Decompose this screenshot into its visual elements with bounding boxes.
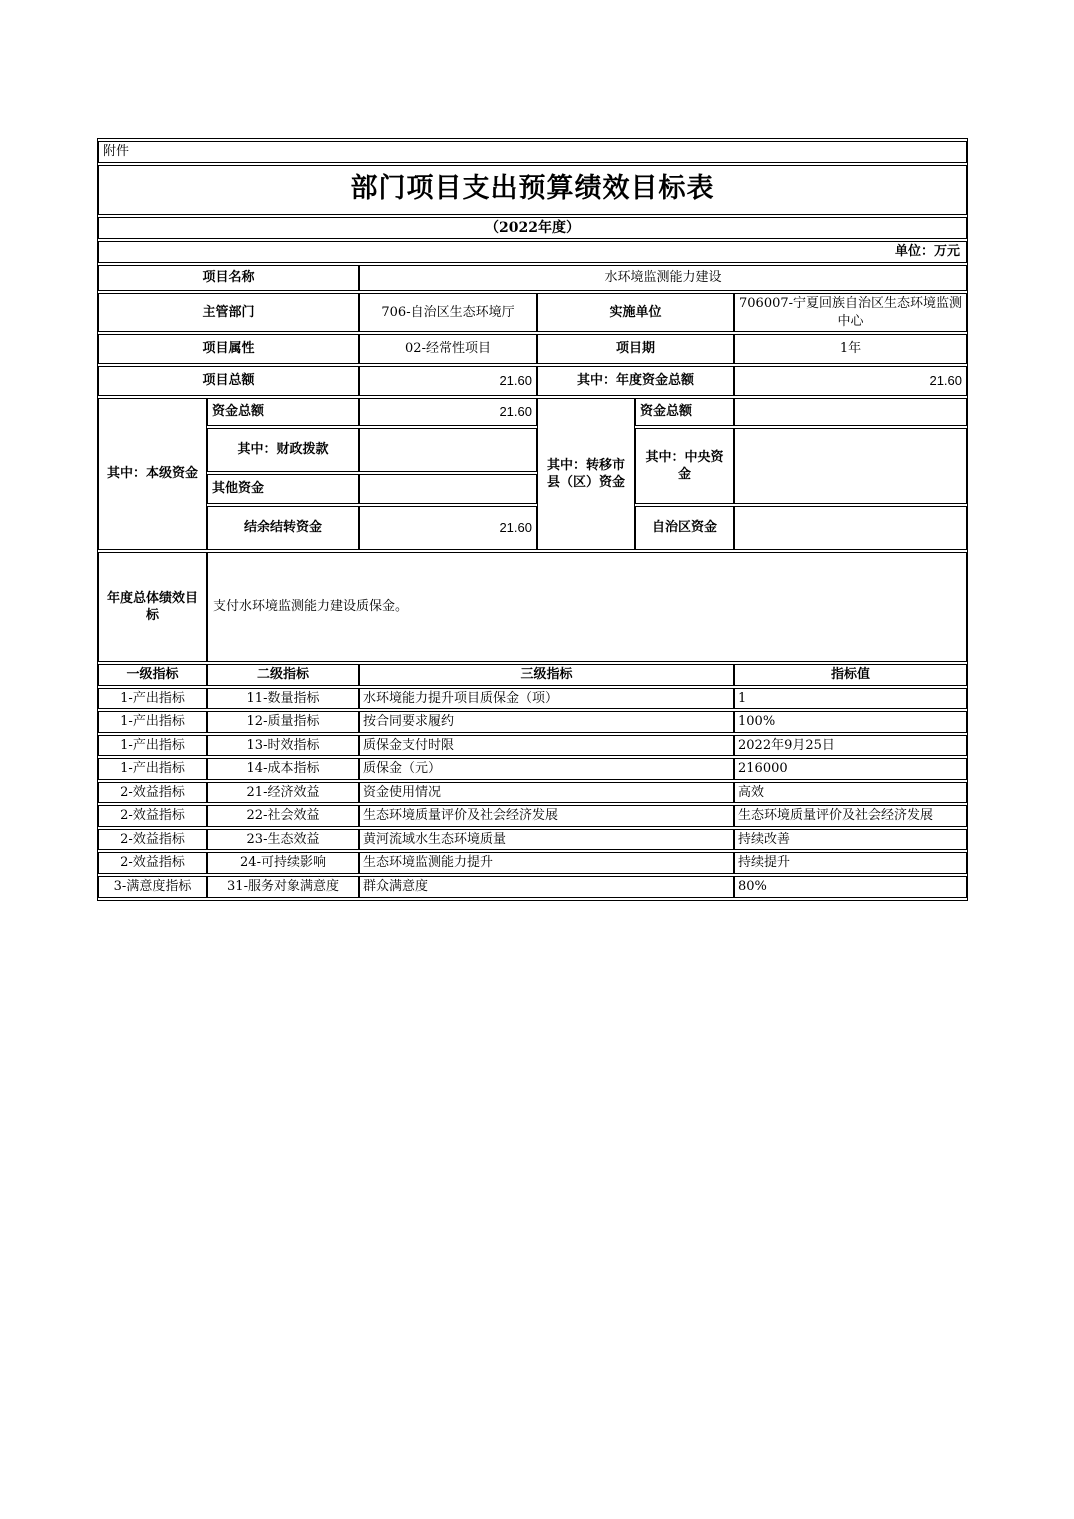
value-cell: 持续改善 bbox=[734, 829, 967, 851]
annual-total-value: 21.60 bbox=[734, 366, 967, 396]
local-funds-group-label: 其中：本级资金 bbox=[98, 398, 207, 550]
header-level3: 三级指标 bbox=[359, 664, 734, 686]
level3-cell: 资金使用情况 bbox=[359, 782, 734, 804]
carryover-funds-value: 21.60 bbox=[359, 506, 537, 550]
central-funds-value bbox=[734, 428, 967, 504]
annual-goal-label: 年度总体绩效目标 bbox=[98, 552, 207, 662]
value-cell: 生态环境质量评价及社会经济发展 bbox=[734, 805, 967, 827]
indicator-row bbox=[98, 782, 967, 804]
period-label: 项目期 bbox=[537, 334, 734, 364]
value-cell: 2022年9月25日 bbox=[734, 735, 967, 757]
page-subtitle: （2022年度） bbox=[98, 217, 967, 240]
level1-cell: 2-效益指标 bbox=[98, 852, 207, 874]
indicator-header-row bbox=[98, 664, 967, 686]
header-value: 指标值 bbox=[734, 664, 967, 686]
level1-cell: 1-产出指标 bbox=[98, 758, 207, 780]
level3-cell: 生态环境监测能力提升 bbox=[359, 852, 734, 874]
level1-cell: 2-效益指标 bbox=[98, 805, 207, 827]
indicator-row bbox=[98, 852, 967, 874]
indicator-row bbox=[98, 711, 967, 733]
level1-cell: 1-产出指标 bbox=[98, 711, 207, 733]
fiscal-allocation-value bbox=[359, 428, 537, 472]
level3-cell: 生态环境质量评价及社会经济发展 bbox=[359, 805, 734, 827]
transfer-funds-group-label: 其中：转移市县（区）资金 bbox=[537, 398, 635, 550]
level2-cell: 11-数量指标 bbox=[207, 688, 359, 710]
impl-unit-value: 706007-宁夏回族自治区生态环境监测中心 bbox=[734, 293, 967, 332]
level3-cell: 水环境能力提升项目质保金（项） bbox=[359, 688, 734, 710]
level3-cell: 群众满意度 bbox=[359, 876, 734, 898]
indicator-row bbox=[98, 829, 967, 851]
level2-cell: 31-服务对象满意度 bbox=[207, 876, 359, 898]
level2-cell: 21-经济效益 bbox=[207, 782, 359, 804]
carryover-funds-label: 结余结转资金 bbox=[207, 506, 359, 550]
total-value: 21.60 bbox=[359, 366, 537, 396]
level1-cell: 1-产出指标 bbox=[98, 735, 207, 757]
performance-target-table bbox=[97, 138, 968, 901]
level1-cell: 2-效益指标 bbox=[98, 782, 207, 804]
other-funds-label: 其他资金 bbox=[207, 474, 359, 504]
value-cell: 持续提升 bbox=[734, 852, 967, 874]
region-funds-value bbox=[734, 506, 967, 550]
level1-cell: 2-效益指标 bbox=[98, 829, 207, 851]
level1-cell: 3-满意度指标 bbox=[98, 876, 207, 898]
level2-cell: 24-可持续影响 bbox=[207, 852, 359, 874]
impl-unit-label: 实施单位 bbox=[537, 293, 734, 332]
region-funds-label: 自治区资金 bbox=[635, 506, 734, 550]
local-total-label: 资金总额 bbox=[207, 398, 359, 426]
value-cell: 216000 bbox=[734, 758, 967, 780]
indicator-row bbox=[98, 735, 967, 757]
level2-cell: 13-时效指标 bbox=[207, 735, 359, 757]
indicator-row bbox=[98, 688, 967, 710]
level2-cell: 22-社会效益 bbox=[207, 805, 359, 827]
project-name-label: 项目名称 bbox=[98, 265, 359, 291]
total-label: 项目总额 bbox=[98, 366, 359, 396]
indicator-row bbox=[98, 758, 967, 780]
header-level2: 二级指标 bbox=[207, 664, 359, 686]
local-total-value: 21.60 bbox=[359, 398, 537, 426]
central-funds-label: 其中：中央资金 bbox=[635, 428, 734, 504]
value-cell: 80% bbox=[734, 876, 967, 898]
indicator-row bbox=[98, 876, 967, 898]
level3-cell: 质保金支付时限 bbox=[359, 735, 734, 757]
attr-label: 项目属性 bbox=[98, 334, 359, 364]
attachment-label: 附件 bbox=[98, 141, 967, 163]
fiscal-allocation-label: 其中：财政拨款 bbox=[207, 428, 359, 472]
level2-cell: 12-质量指标 bbox=[207, 711, 359, 733]
attr-value: 02-经常性项目 bbox=[359, 334, 537, 364]
value-cell: 1 bbox=[734, 688, 967, 710]
other-funds-value bbox=[359, 474, 537, 504]
page-title: 部门项目支出预算绩效目标表 bbox=[98, 165, 967, 215]
annual-total-label: 其中：年度资金总额 bbox=[537, 366, 734, 396]
level1-cell: 1-产出指标 bbox=[98, 688, 207, 710]
level2-cell: 14-成本指标 bbox=[207, 758, 359, 780]
level3-cell: 按合同要求履约 bbox=[359, 711, 734, 733]
indicator-row bbox=[98, 805, 967, 827]
value-cell: 100% bbox=[734, 711, 967, 733]
value-cell: 高效 bbox=[734, 782, 967, 804]
unit-note: 单位：万元 bbox=[98, 241, 967, 263]
transfer-total-value bbox=[734, 398, 967, 426]
period-value: 1年 bbox=[734, 334, 967, 364]
level2-cell: 23-生态效益 bbox=[207, 829, 359, 851]
annual-goal-value: 支付水环境监测能力建设质保金。 bbox=[207, 552, 967, 662]
level3-cell: 黄河流域水生态环境质量 bbox=[359, 829, 734, 851]
transfer-total-label: 资金总额 bbox=[635, 398, 734, 426]
header-level1: 一级指标 bbox=[98, 664, 207, 686]
level3-cell: 质保金（元） bbox=[359, 758, 734, 780]
project-name-value: 水环境监测能力建设 bbox=[359, 265, 967, 291]
dept-value: 706-自治区生态环境厅 bbox=[359, 293, 537, 332]
dept-label: 主管部门 bbox=[98, 293, 359, 332]
